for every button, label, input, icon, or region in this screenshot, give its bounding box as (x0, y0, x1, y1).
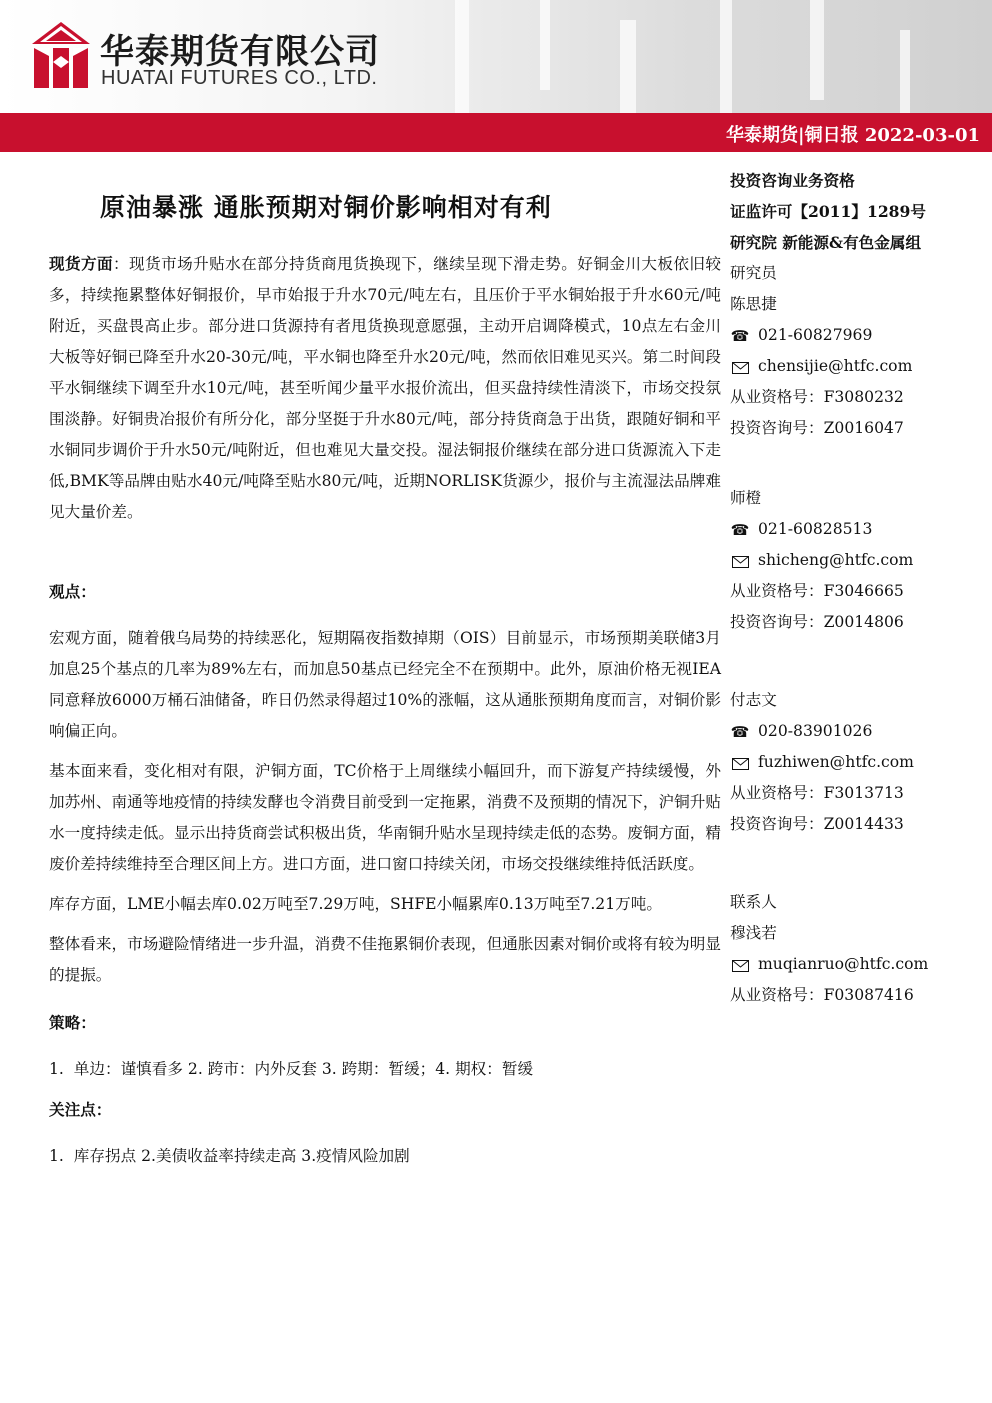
focus-item: 1. 库存拐点 2.美债收益率持续走高 3.疫情风险加剧 (49, 1147, 410, 1165)
analyst-practice-number: 从业资格号：F3046665 (730, 582, 904, 600)
strategy-heading: 策略： (49, 1013, 96, 1032)
spot-text: ：现货市场升贴水在部分持货商甩货换现下，继续呈现下滑走势。好铜金川大板依旧较多，持续拖累整体好铜报价，早市始报于升水70元/吨左右，且压价于平水铜始报于升水60元/吨附近，买盘畏高止步。部分进口货源持有者甩货换现意愿强，主动开启调降模式，10点左右金川大板等好铜已降至升水20-30元/吨，平水铜也降至升水20元/吨，然而依旧难见买兴。第二时间段平水铜继续下调至升水10元/吨，甚至听闻少量平水报价流出，但买盘持续性清淡下，市场交投氛围淡静。好铜贵冶报价有所分化，部分坚挺于升水80元/吨，部分持货商急于出货，跟随好铜和平水铜同步调价于升水50元/吨附近，但也难见大量交投。湿法铜报价继续在部分进口货源流入下走低,BMK等品牌由贴水40元/吨降至贴水80元/吨，近期NORLISK货源少，报价与主流湿法品牌难见大量价差。 (49, 255, 721, 521)
analyst-phone: ☎ 021-60828513 (730, 514, 986, 545)
analyst-practice-number: 从业资格号：F3013713 (730, 784, 904, 802)
report-body (49, 248, 721, 1172)
header-decoration (540, 0, 550, 90)
company-logo-icon (32, 22, 90, 88)
mail-icon (730, 950, 750, 981)
analyst-email[interactable]: fuzhiwen@htfc.com (730, 747, 986, 778)
report-tag: 华泰期货|铜日报 2022-03-01 (726, 125, 980, 146)
spot-paragraph (49, 248, 721, 528)
contact-practice-number: 从业资格号：F03087416 (730, 986, 914, 1004)
macro-paragraph: 宏观方面，随着俄乌局势的持续恶化，短期隔夜指数掉期（OIS）目前显示，市场预期美联储3月加息25个基点的几率为89%左右，而加息50基点已经完全不在预期中。此外，原油价格无视IEA同意释放6000万桶石油储备，昨日仍然录得超过10%的涨幅，这从通胀预期角度而言，对铜价影响偏正向。 (49, 629, 721, 740)
analyst-consult-number: 投资咨询号：Z0016047 (730, 419, 904, 437)
contact-email[interactable]: muqianruo@htfc.com (730, 949, 986, 980)
inventory-paragraph: 库存方面，LME小幅去库0.02万吨至7.29万吨，SHFE小幅累库0.13万吨至7.21万吨。 (49, 895, 662, 913)
analyst-phone: ☎ 020-83901026 (730, 716, 986, 747)
fundamental-paragraph: 基本面来看，变化相对有限，沪铜方面，TC价格于上周继续小幅回升，而下游复产持续缓慢，外加苏州、南通等地疫情的持续发酵也令消费目前受到一定拖累，消费不及预期的情况下，沪铜升贴水一度持续走低。显示出持货商尝试积极出货，华南铜升贴水呈现持续走低的态势。废铜方面，精废价差持续维持至合理区间上方。进口方面，进口窗口持续关闭，市场交投继续维持低活跃度。 (49, 762, 721, 873)
analyst-name: 师橙 (730, 489, 762, 507)
company-name-en: HUATAI FUTURES CO., LTD. (101, 67, 378, 89)
header-decoration (620, 20, 636, 113)
overall-paragraph: 整体看来，市场避险情绪进一步升温，消费不佳拖累铜价表现，但通胀因素对铜价或将有较为明显的提振。 (49, 935, 721, 984)
report-banner (0, 113, 992, 152)
department: 研究院 新能源&有色金属组 (730, 233, 922, 252)
qualification-title: 投资咨询业务资格 (730, 171, 855, 190)
phone-icon: ☎ (730, 520, 750, 539)
analyst-practice-number: 从业资格号：F3080232 (730, 388, 904, 406)
report-title: 原油暴涨 通胀预期对铜价影响相对有利 (100, 193, 552, 222)
analyst-consult-number: 投资咨询号：Z0014433 (730, 815, 904, 833)
phone-icon: ☎ (730, 722, 750, 741)
mail-icon (730, 748, 750, 779)
license-number: 证监许可【2011】1289号 (730, 202, 926, 221)
analyst-name: 付志文 (730, 691, 777, 709)
header-decoration (810, 0, 824, 100)
mail-icon (730, 546, 750, 577)
analyst-phone: ☎ 021-60827969 (730, 320, 986, 351)
header-decoration (455, 0, 469, 113)
role-label: 研究员 (730, 264, 777, 282)
mail-icon (730, 352, 750, 383)
analyst-sidebar (730, 165, 986, 1011)
spot-label: 现货方面 (49, 254, 114, 273)
analyst-name: 陈思捷 (730, 295, 777, 313)
header-decoration (720, 0, 732, 113)
analyst-email[interactable]: shicheng@htfc.com (730, 545, 986, 576)
company-name-cn: 华泰期货有限公司 (100, 32, 380, 72)
report-header (0, 0, 992, 113)
analyst-email[interactable]: chensijie@htfc.com (730, 351, 986, 382)
contact-label: 联系人 (730, 893, 777, 911)
phone-icon: ☎ (730, 326, 750, 345)
strategy-item: 1. 单边：谨慎看多 2. 跨市：内外反套 3. 跨期：暂缓；4. 期权：暂缓 (49, 1060, 534, 1078)
focus-heading: 关注点： (49, 1100, 112, 1119)
analyst-consult-number: 投资咨询号：Z0014806 (730, 613, 904, 631)
contact-name: 穆浅若 (730, 924, 777, 942)
header-decoration (900, 30, 910, 113)
view-heading: 观点： (49, 582, 96, 601)
